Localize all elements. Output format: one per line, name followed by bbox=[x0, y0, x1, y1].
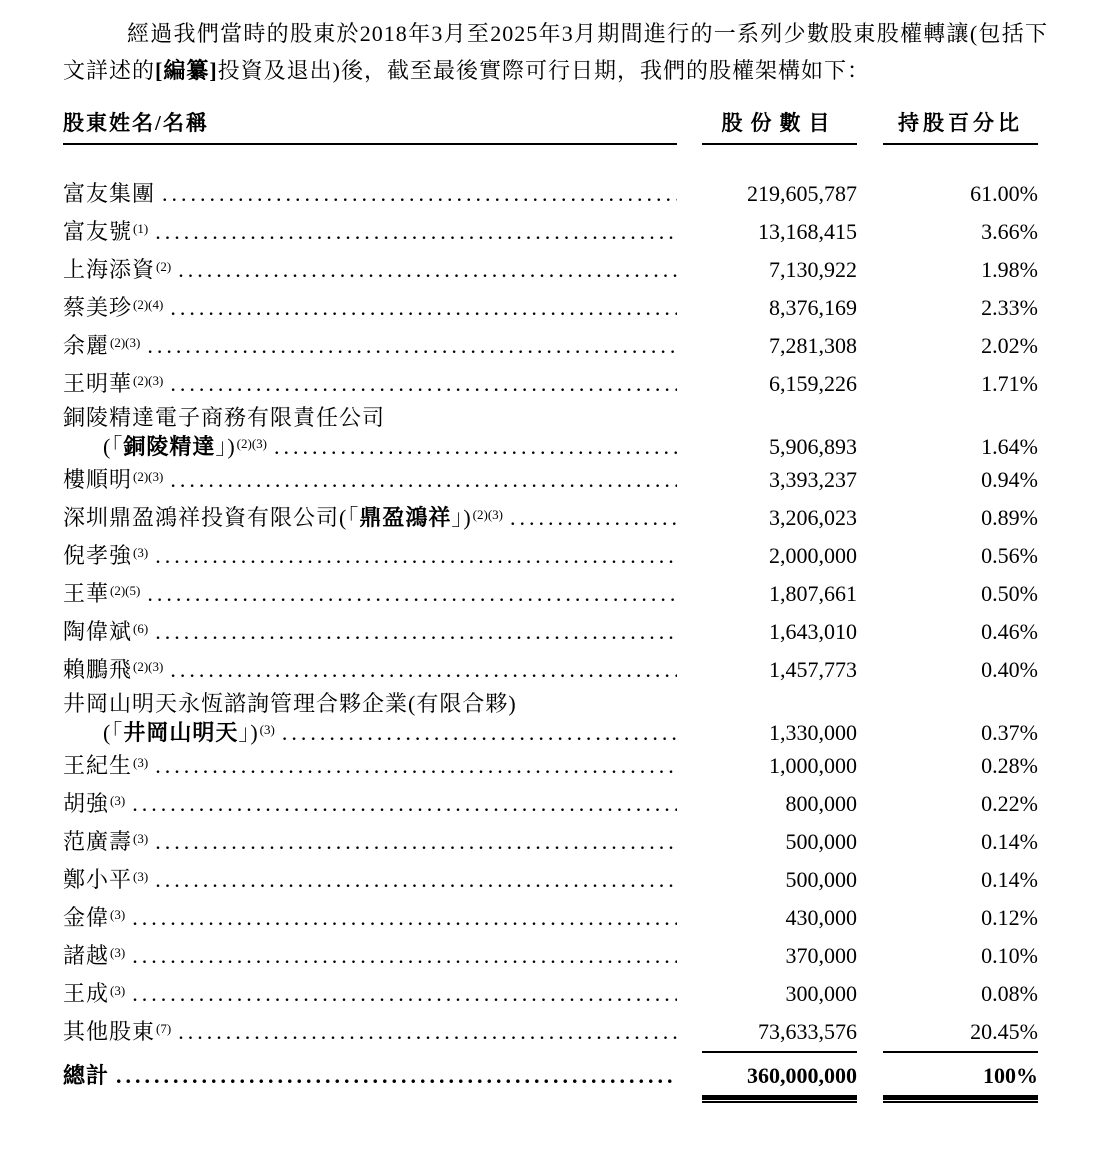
shareholder-name bbox=[63, 823, 148, 861]
shareholder-name-bold: 銅陵精達 bbox=[123, 434, 216, 459]
table-row bbox=[63, 575, 1038, 613]
footnote-superscript: (2)(4) bbox=[133, 297, 164, 312]
row-shares-cell bbox=[677, 461, 857, 499]
shareholder-name-text: 蔡美珍 bbox=[63, 295, 133, 320]
table-row bbox=[63, 432, 1038, 461]
shareholder-name-text: 王華 bbox=[63, 581, 110, 606]
dot-leader bbox=[282, 718, 677, 747]
row-percent-cell bbox=[857, 537, 1038, 575]
dot-leader bbox=[132, 899, 677, 937]
row-name-cell bbox=[63, 403, 677, 432]
footnote-superscript: (2)(3) bbox=[133, 469, 164, 484]
shareholder-name-text: 鄭小平 bbox=[63, 867, 133, 892]
shares-value: 500,000 bbox=[785, 867, 857, 892]
row-percent-cell bbox=[857, 289, 1038, 327]
shareholder-name-text: 富友集團 bbox=[63, 181, 156, 206]
shareholder-name bbox=[63, 251, 171, 289]
shareholder-name bbox=[63, 785, 125, 823]
row-name-cell bbox=[63, 785, 677, 823]
shareholder-name-text: 富友號 bbox=[63, 219, 133, 244]
row-name-cell bbox=[63, 747, 677, 785]
percent-value: 0.12% bbox=[981, 905, 1038, 930]
table-row-name-line bbox=[63, 689, 1038, 718]
row-percent-cell bbox=[857, 461, 1038, 499]
footnote-superscript: (3) bbox=[110, 907, 126, 922]
shareholder-name-text: (「 bbox=[103, 720, 124, 745]
table-row bbox=[63, 613, 1038, 651]
row-name-cell bbox=[63, 251, 677, 289]
table-row bbox=[63, 175, 1038, 213]
row-percent-cell bbox=[857, 975, 1038, 1013]
shareholder-name-line1: 井岡山明天永恆諮詢管理合夥企業(有限合夥) bbox=[63, 691, 517, 716]
shares-value: 13,168,415 bbox=[758, 219, 857, 244]
dot-leader bbox=[147, 575, 677, 613]
table-row-total bbox=[63, 1057, 1038, 1095]
table-row bbox=[63, 461, 1038, 499]
table-header-percent: 持股百分比 bbox=[883, 107, 1038, 145]
row-percent-cell bbox=[857, 718, 1038, 747]
dot-leader bbox=[132, 937, 677, 975]
shares-value: 5,906,893 bbox=[769, 434, 857, 459]
shares-value: 800,000 bbox=[785, 791, 857, 816]
row-shares-cell bbox=[677, 365, 857, 403]
row-shares-cell bbox=[677, 575, 857, 613]
percent-value: 0.10% bbox=[981, 943, 1038, 968]
dot-leader bbox=[147, 327, 677, 365]
shareholder-name bbox=[63, 365, 163, 403]
shareholder-name-text: 王紀生 bbox=[63, 753, 133, 778]
shareholder-name-text: 王成 bbox=[63, 981, 110, 1006]
percent-value: 0.14% bbox=[981, 829, 1038, 854]
row-name-cell bbox=[63, 718, 677, 747]
row-name-cell bbox=[63, 365, 677, 403]
percent-value: 100% bbox=[883, 1057, 1038, 1100]
row-percent-cell bbox=[857, 251, 1038, 289]
shareholder-name-text: 倪孝強 bbox=[63, 543, 133, 568]
table-header-shares-col bbox=[677, 107, 857, 145]
footnote-superscript: (1) bbox=[133, 221, 149, 236]
row-percent-cell bbox=[857, 575, 1038, 613]
intro-text: 投資及退出)後，截至最後實際可行日期，我們的股權架構如下： bbox=[217, 58, 871, 83]
table-header-shares: 股份數目 bbox=[702, 107, 857, 145]
table-row bbox=[63, 937, 1038, 975]
percent-value: 2.02% bbox=[981, 333, 1038, 358]
shares-value: 7,281,308 bbox=[769, 333, 857, 358]
shareholder-name-tail: 」) bbox=[215, 434, 236, 459]
row-shares-cell bbox=[677, 718, 857, 747]
dot-leader bbox=[170, 651, 677, 689]
dot-leader bbox=[155, 613, 677, 651]
shareholder-name bbox=[63, 899, 125, 937]
row-shares-cell bbox=[677, 1057, 857, 1095]
table-row bbox=[63, 747, 1038, 785]
shares-value: 7,130,922 bbox=[769, 257, 857, 282]
footnote-superscript: (3) bbox=[110, 793, 126, 808]
footnote-superscript: (3) bbox=[133, 755, 149, 770]
footnote-superscript: (3) bbox=[110, 945, 126, 960]
percent-value: 1.64% bbox=[981, 434, 1038, 459]
percent-value: 3.66% bbox=[981, 219, 1038, 244]
footnote-superscript: (2)(3) bbox=[472, 507, 503, 522]
shareholder-name-tail: 」) bbox=[238, 720, 259, 745]
shareholder-name-text: 胡強 bbox=[63, 791, 110, 816]
percent-value: 0.56% bbox=[981, 543, 1038, 568]
shareholder-name-text: 上海添資 bbox=[63, 257, 156, 282]
dot-leader bbox=[155, 747, 677, 785]
row-name-cell bbox=[63, 613, 677, 651]
footnote-superscript: (2)(5) bbox=[110, 583, 141, 598]
shareholder-name-text: 范廣壽 bbox=[63, 829, 133, 854]
shareholder-name-bold: 井岡山明天 bbox=[123, 720, 239, 745]
dot-leader bbox=[155, 213, 677, 251]
dot-leader bbox=[155, 861, 677, 899]
row-name-cell bbox=[63, 975, 677, 1013]
shareholder-name bbox=[63, 613, 148, 651]
shareholder-name-text: 王明華 bbox=[63, 371, 133, 396]
row-shares-cell bbox=[677, 432, 857, 461]
shareholder-name bbox=[63, 747, 148, 785]
footnote-superscript: (3) bbox=[133, 831, 149, 846]
shareholder-name-text: 深圳鼎盈鴻祥投資有限公司(「 bbox=[63, 505, 360, 530]
dot-leader bbox=[155, 537, 677, 575]
footnote-superscript: (3) bbox=[133, 545, 149, 560]
shares-value: 1,457,773 bbox=[769, 657, 857, 682]
row-name-cell bbox=[63, 213, 677, 251]
row-shares-cell bbox=[677, 747, 857, 785]
shareholder-name bbox=[63, 1013, 171, 1051]
footnote-superscript: (2)(3) bbox=[133, 659, 164, 674]
shares-value: 1,807,661 bbox=[769, 581, 857, 606]
shareholder-name-text: 陶偉斌 bbox=[63, 619, 133, 644]
table-row bbox=[63, 861, 1038, 899]
row-shares-cell bbox=[677, 175, 857, 213]
percent-value: 0.94% bbox=[981, 467, 1038, 492]
row-shares-cell bbox=[677, 1013, 857, 1051]
row-shares-cell bbox=[677, 251, 857, 289]
shareholder-name-text: 樓順明 bbox=[63, 467, 133, 492]
percent-value: 0.22% bbox=[981, 791, 1038, 816]
row-shares-cell bbox=[677, 499, 857, 537]
table-row bbox=[63, 823, 1038, 861]
percent-value: 61.00% bbox=[970, 181, 1038, 206]
row-percent-cell bbox=[857, 861, 1038, 899]
shareholder-name-tail: 」) bbox=[451, 505, 472, 530]
dot-leader bbox=[170, 461, 677, 499]
row-shares-cell bbox=[677, 213, 857, 251]
shareholder-name bbox=[63, 575, 140, 613]
shareholder-name bbox=[63, 213, 148, 251]
row-name-cell bbox=[63, 823, 677, 861]
row-name-cell bbox=[63, 432, 677, 461]
table-row bbox=[63, 899, 1038, 937]
dot-leader bbox=[510, 499, 677, 537]
table-row bbox=[63, 651, 1038, 689]
row-name-cell bbox=[63, 327, 677, 365]
shareholder-name bbox=[103, 718, 275, 747]
row-percent-cell bbox=[857, 1013, 1038, 1051]
shareholder-name bbox=[63, 937, 125, 975]
row-shares-cell bbox=[677, 651, 857, 689]
table-row bbox=[63, 718, 1038, 747]
shares-value: 360,000,000 bbox=[702, 1057, 857, 1100]
row-name-cell bbox=[63, 1057, 677, 1095]
row-name-cell bbox=[63, 937, 677, 975]
row-shares-cell bbox=[677, 537, 857, 575]
row-percent-cell bbox=[857, 432, 1038, 461]
footnote-superscript: (7) bbox=[156, 1021, 172, 1036]
shares-value: 500,000 bbox=[785, 829, 857, 854]
row-shares-cell bbox=[677, 289, 857, 327]
row-shares-cell bbox=[677, 861, 857, 899]
shareholder-name bbox=[103, 432, 267, 461]
row-name-cell bbox=[63, 651, 677, 689]
row-percent-cell bbox=[857, 747, 1038, 785]
dot-leader bbox=[274, 432, 677, 461]
footnote-superscript: (6) bbox=[133, 621, 149, 636]
intro-text: 經過我們當時的股東於2018年3月至2025年3月期間進行的一系列少數股東股權轉讓(包括下文詳述的 bbox=[63, 21, 1048, 83]
percent-value: 0.28% bbox=[981, 753, 1038, 778]
percent-value: 1.98% bbox=[981, 257, 1038, 282]
footnote-superscript: (2)(3) bbox=[236, 436, 267, 451]
row-name-cell bbox=[63, 689, 677, 718]
percent-value: 0.37% bbox=[981, 720, 1038, 745]
dot-leader bbox=[162, 175, 677, 213]
shareholder-name bbox=[63, 289, 163, 327]
row-percent-cell bbox=[857, 937, 1038, 975]
shares-value: 430,000 bbox=[785, 905, 857, 930]
shares-value: 73,633,576 bbox=[702, 1013, 857, 1053]
footnote-superscript: (2)(3) bbox=[133, 373, 164, 388]
intro-highlight: [編纂] bbox=[155, 58, 218, 83]
percent-value: 0.40% bbox=[981, 657, 1038, 682]
shareholder-name bbox=[63, 537, 148, 575]
shares-value: 219,605,787 bbox=[747, 181, 857, 206]
table-row bbox=[63, 975, 1038, 1013]
table-header-shareholder-name: 股東姓名/名稱 bbox=[63, 107, 677, 145]
dot-leader bbox=[178, 1013, 677, 1051]
shareholder-name-text: 金偉 bbox=[63, 905, 110, 930]
shareholder-name bbox=[63, 461, 163, 499]
shareholder-name-text: 賴鵬飛 bbox=[63, 657, 133, 682]
row-name-cell bbox=[63, 1013, 677, 1051]
intro-paragraph bbox=[63, 15, 1048, 89]
shareholder-name-text: 其他股東 bbox=[63, 1019, 156, 1044]
row-name-cell bbox=[63, 537, 677, 575]
row-name-cell bbox=[63, 861, 677, 899]
dot-leader bbox=[178, 251, 677, 289]
shareholder-name bbox=[63, 327, 140, 365]
row-percent-cell bbox=[857, 613, 1038, 651]
row-percent-cell bbox=[857, 499, 1038, 537]
shareholder-name-bold: 鼎盈鴻祥 bbox=[359, 505, 452, 530]
row-name-cell bbox=[63, 461, 677, 499]
row-percent-cell bbox=[857, 823, 1038, 861]
table-row bbox=[63, 1013, 1038, 1051]
shareholder-name bbox=[63, 975, 125, 1013]
row-shares-cell bbox=[677, 613, 857, 651]
row-shares-cell bbox=[677, 937, 857, 975]
shares-value: 1,643,010 bbox=[769, 619, 857, 644]
table-body bbox=[63, 175, 1038, 1095]
dot-leader bbox=[132, 785, 677, 823]
table-header-row bbox=[63, 107, 1038, 145]
table-row bbox=[63, 213, 1038, 251]
footnote-superscript: (2)(3) bbox=[110, 335, 141, 350]
shareholder-name bbox=[63, 861, 148, 899]
footnote-superscript: (3) bbox=[259, 722, 275, 737]
row-shares-cell bbox=[677, 899, 857, 937]
shares-value: 300,000 bbox=[785, 981, 857, 1006]
percent-value: 0.46% bbox=[981, 619, 1038, 644]
shareholder-name-text: (「 bbox=[103, 434, 124, 459]
footnote-superscript: (2) bbox=[156, 259, 172, 274]
row-percent-cell bbox=[857, 1057, 1038, 1095]
shareholder-name bbox=[63, 1057, 109, 1095]
dot-leader bbox=[155, 823, 677, 861]
row-name-cell bbox=[63, 899, 677, 937]
dot-leader bbox=[170, 289, 677, 327]
row-percent-cell bbox=[857, 327, 1038, 365]
row-name-cell bbox=[63, 175, 677, 213]
shareholding-table bbox=[63, 107, 1038, 1095]
table-row bbox=[63, 251, 1038, 289]
shareholder-name-text: 諸越 bbox=[63, 943, 110, 968]
footnote-superscript: (3) bbox=[110, 983, 126, 998]
row-percent-cell bbox=[857, 213, 1038, 251]
percent-value: 0.14% bbox=[981, 867, 1038, 892]
shareholder-name-text: 余麗 bbox=[63, 333, 110, 358]
table-row bbox=[63, 785, 1038, 823]
table-row-name-line bbox=[63, 403, 1038, 432]
shares-value: 1,000,000 bbox=[769, 753, 857, 778]
percent-value: 20.45% bbox=[883, 1013, 1038, 1053]
dot-leader bbox=[116, 1057, 677, 1095]
percent-value: 1.71% bbox=[981, 371, 1038, 396]
row-name-cell bbox=[63, 499, 677, 537]
percent-value: 0.50% bbox=[981, 581, 1038, 606]
percent-value: 0.08% bbox=[981, 981, 1038, 1006]
shares-value: 3,393,237 bbox=[769, 467, 857, 492]
row-shares-cell bbox=[677, 785, 857, 823]
shares-value: 3,206,023 bbox=[769, 505, 857, 530]
table-header-percent-col bbox=[857, 107, 1038, 145]
row-percent-cell bbox=[857, 899, 1038, 937]
shareholder-name-line1: 銅陵精達電子商務有限責任公司 bbox=[63, 405, 386, 430]
percent-value: 0.89% bbox=[981, 505, 1038, 530]
table-row bbox=[63, 499, 1038, 537]
table-row bbox=[63, 289, 1038, 327]
shares-value: 2,000,000 bbox=[769, 543, 857, 568]
footnote-superscript: (3) bbox=[133, 869, 149, 884]
row-percent-cell bbox=[857, 175, 1038, 213]
shareholder-name bbox=[63, 175, 155, 213]
shares-value: 6,159,226 bbox=[769, 371, 857, 396]
shareholder-name bbox=[63, 499, 503, 537]
shareholder-name-text: 總計 bbox=[63, 1063, 110, 1088]
shares-value: 1,330,000 bbox=[769, 720, 857, 745]
shares-value: 8,376,169 bbox=[769, 295, 857, 320]
table-row bbox=[63, 537, 1038, 575]
row-shares-cell bbox=[677, 327, 857, 365]
row-percent-cell bbox=[857, 785, 1038, 823]
dot-leader bbox=[132, 975, 677, 1013]
row-percent-cell bbox=[857, 651, 1038, 689]
row-percent-cell bbox=[857, 365, 1038, 403]
table-row bbox=[63, 327, 1038, 365]
row-shares-cell bbox=[677, 975, 857, 1013]
percent-value: 2.33% bbox=[981, 295, 1038, 320]
shares-value: 370,000 bbox=[785, 943, 857, 968]
row-name-cell bbox=[63, 289, 677, 327]
table-row bbox=[63, 365, 1038, 403]
dot-leader bbox=[170, 365, 677, 403]
row-shares-cell bbox=[677, 823, 857, 861]
shareholder-name bbox=[63, 651, 163, 689]
row-name-cell bbox=[63, 575, 677, 613]
